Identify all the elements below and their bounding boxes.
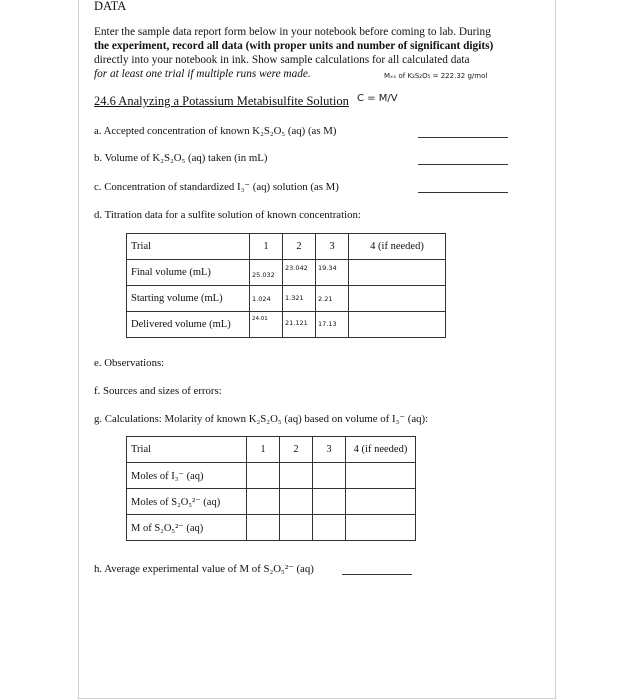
header-trial-4: 4 (if needed) [346, 437, 416, 463]
header-trial-3: 3 [316, 234, 349, 260]
table-row [127, 312, 446, 338]
row-label: Moles of I₃⁻ (aq) [127, 463, 247, 489]
header-trial-1: 1 [247, 437, 280, 463]
data-cell[interactable] [349, 260, 446, 286]
data-cell[interactable] [346, 515, 416, 541]
instructions-line-2: the experiment, record all data (with proper units and number of significant digits) [94, 40, 494, 52]
header-trial-2: 2 [283, 234, 316, 260]
data-cell[interactable] [346, 489, 416, 515]
table-row [127, 463, 416, 489]
data-cell[interactable]: 1.024 [250, 286, 283, 312]
row-label: M of S₂O₅²⁻ (aq) [127, 515, 247, 541]
table-row [127, 489, 416, 515]
table-row [127, 286, 446, 312]
item-e: e. Observations: [94, 357, 165, 369]
data-cell[interactable] [313, 515, 346, 541]
data-cell[interactable] [280, 463, 313, 489]
header-trial: Trial [127, 234, 250, 260]
data-cell[interactable]: 25.032 [250, 260, 283, 286]
data-cell[interactable]: 21.121 [283, 312, 316, 338]
answer-line-b[interactable] [418, 164, 508, 165]
item-a: a. Accepted concentration of known K₂S₂O₅ (aq) (as M) [94, 125, 337, 137]
titration-table [126, 233, 446, 338]
data-cell[interactable] [313, 489, 346, 515]
handwritten-molar-mass: Mₓₓ of K₂S₂O₅ = 222.32 g/mol [384, 72, 488, 80]
header-trial: Trial [127, 437, 247, 463]
item-g: g. Calculations: Molarity of known K₂S₂O₅ (aq) based on volume of I₃⁻ (aq): [94, 413, 429, 425]
data-cell[interactable] [346, 463, 416, 489]
row-label: Starting volume (mL) [127, 286, 250, 312]
data-cell[interactable]: 1.321 [283, 286, 316, 312]
instructions-line-4: for at least one trial if multiple runs were made. [94, 68, 311, 80]
calculations-table [126, 436, 416, 541]
answer-line-c[interactable] [418, 192, 508, 193]
data-cell[interactable] [280, 489, 313, 515]
data-cell[interactable] [247, 463, 280, 489]
data-cell[interactable] [247, 515, 280, 541]
page-title: DATA [94, 0, 127, 13]
header-trial-2: 2 [280, 437, 313, 463]
data-cell[interactable]: 23.042 [283, 260, 316, 286]
row-label: Moles of S₂O₅²⁻ (aq) [127, 489, 247, 515]
table-row [127, 515, 416, 541]
answer-line-a[interactable] [418, 137, 508, 138]
instructions-line-1: Enter the sample data report form below in your notebook before coming to lab. During [94, 26, 491, 38]
answer-line-h[interactable] [342, 574, 412, 575]
table-header-row [127, 234, 446, 260]
data-cell[interactable] [247, 489, 280, 515]
header-trial-3: 3 [313, 437, 346, 463]
data-cell[interactable] [280, 515, 313, 541]
data-cell[interactable]: 2.21 [316, 286, 349, 312]
data-cell[interactable] [313, 463, 346, 489]
data-cell[interactable]: 24.01 [250, 312, 283, 338]
item-f: f. Sources and sizes of errors: [94, 385, 222, 397]
handwritten-formula: C = M/V [357, 93, 398, 104]
row-label: Final volume (mL) [127, 260, 250, 286]
table-header-row [127, 437, 416, 463]
item-d: d. Titration data for a sulfite solution of known concentration: [94, 209, 361, 221]
data-cell[interactable] [349, 312, 446, 338]
item-c: c. Concentration of standardized I₃⁻ (aq) solution (as M) [94, 181, 339, 193]
header-trial-4: 4 (if needed) [349, 234, 446, 260]
data-cell[interactable]: 17.13 [316, 312, 349, 338]
section-title: 24.6 Analyzing a Potassium Metabisulfite Solution [94, 94, 349, 108]
data-cell[interactable] [349, 286, 446, 312]
table-row [127, 260, 446, 286]
instructions-line-3: directly into your notebook in ink. Show sample calculations for all calculated data [94, 54, 470, 66]
item-b: b. Volume of K₂S₂O₅ (aq) taken (in mL) [94, 152, 268, 164]
item-h: h. Average experimental value of M of S₂O₅²⁻ (aq) [94, 563, 314, 575]
data-cell[interactable]: 19.34 [316, 260, 349, 286]
header-trial-1: 1 [250, 234, 283, 260]
row-label: Delivered volume (mL) [127, 312, 250, 338]
